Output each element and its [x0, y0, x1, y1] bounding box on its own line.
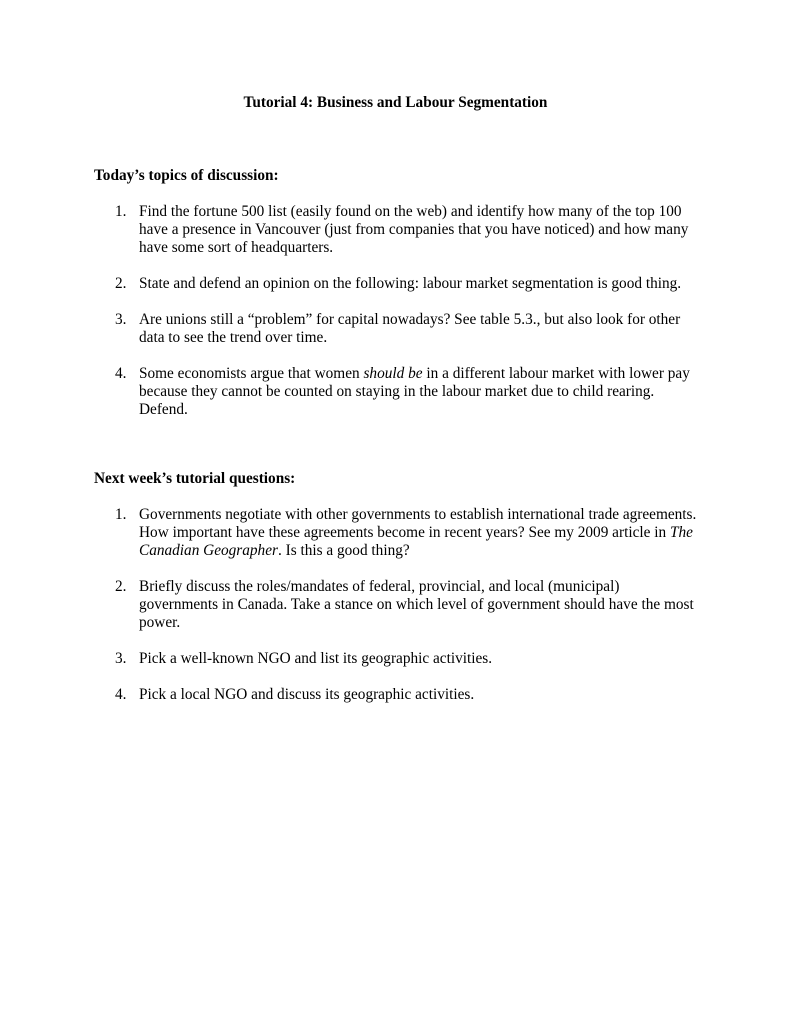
list-item [0, 275, 699, 293]
list-item-number: 1. [115, 203, 127, 220]
italic-text: The Canadian Geographer [139, 524, 693, 559]
list-item [0, 686, 699, 704]
list-item [0, 650, 699, 668]
list-item-text [139, 686, 699, 704]
text-run: Some economists argue that women [139, 365, 364, 382]
text-run: Are unions still a “problem” for capital nowadays? See table 5.3., but also look for other data to see the trend over time. [139, 311, 681, 346]
text-run: Pick a well-known NGO and list its geographic activities. [139, 650, 493, 667]
list-item [0, 203, 699, 257]
list-item-text [139, 203, 699, 257]
text-run: State and defend an opinion on the following: labour market segmentation is good thing. [139, 275, 682, 292]
section-heading-todays-topics: Today’s topics of discussion: [94, 167, 279, 184]
list-item-text [139, 506, 699, 560]
text-run: Briefly discuss the roles/mandates of federal, provincial, and local (municipal) governments in Canada. Take a stance on which level of government should have the most power. [139, 578, 694, 631]
list-item [0, 311, 699, 347]
list-item [0, 506, 699, 560]
italic-text: should be [363, 365, 423, 382]
list-item-number: 1. [115, 506, 127, 523]
next-week-questions-list [0, 506, 699, 722]
list-item-number: 2. [115, 578, 127, 595]
section-heading-next-week: Next week’s tutorial questions: [94, 470, 296, 487]
list-item-text [139, 311, 699, 347]
text-run: . Is this a good thing? [277, 542, 410, 559]
list-item-text [139, 365, 699, 419]
list-item [0, 365, 699, 419]
list-item-text [139, 578, 699, 632]
text-run: in a different labour market with lower pay because they cannot be counted on staying in the labour market due to child rearing. Defend. [139, 365, 690, 418]
text-run: Pick a local NGO and discuss its geographic activities. [139, 686, 475, 703]
document-title: Tutorial 4: Business and Labour Segmentation [243, 94, 548, 111]
list-item-number: 3. [115, 311, 127, 328]
list-item-number: 2. [115, 275, 127, 292]
list-item-number: 4. [115, 686, 127, 703]
list-item-text [139, 275, 699, 293]
list-item-number: 4. [115, 365, 127, 382]
list-item-text [139, 650, 699, 668]
text-run: Find the fortune 500 list (easily found on the web) and identify how many of the top 100 have a presence in Vancouver (just from companies that you have noticed) and how many have some sort of headquarters. [139, 203, 689, 256]
todays-topics-list [0, 203, 699, 437]
list-item [0, 578, 699, 632]
list-item-number: 3. [115, 650, 127, 667]
text-run: Governments negotiate with other governments to establish international trade agreements. How important have these agreements become in recent years? See my 2009 article in [139, 506, 697, 541]
